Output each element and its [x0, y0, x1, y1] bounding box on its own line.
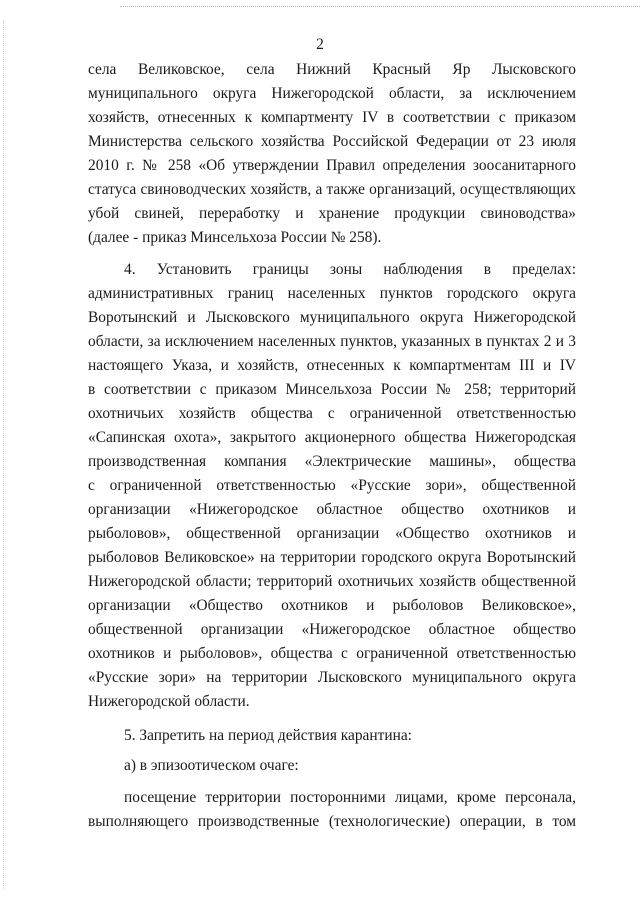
- text-line: выполняющего производственные (технологические) операции, в том: [88, 813, 576, 830]
- page-number: 2: [316, 36, 324, 53]
- text-line: общественной организации «Нижегородское областное общество: [88, 621, 576, 638]
- text-line: рыболовов», общественной организации «Общество охотников и: [88, 525, 576, 542]
- text-line: организации «Общество охотников и рыболовов Великовское»,: [88, 597, 576, 614]
- text-line: рыболовов Великовское» на территории городского округа Воротынский: [88, 549, 576, 566]
- text-line: Воротынский и Лысковского муниципального округа Нижегородской: [88, 309, 576, 326]
- text-line: «Русские зори» на территории Лысковского муниципального округа: [88, 669, 576, 686]
- text-line: 2010 г. № 258 «Об утверждении Правил определения зоосанитарного: [88, 157, 576, 174]
- text-line: Нижегородской области; территорий охотничьих хозяйств общественной: [88, 573, 576, 590]
- paragraph-4-first-line: 4. Установить границы зоны наблюдения в пределах:: [124, 261, 576, 278]
- top-edge-rule: [120, 6, 640, 7]
- subparagraph-a-first-line: посещение территории посторонними лицами, кроме персонала,: [124, 789, 576, 806]
- text-line: муниципального округа Нижегородской области, за исключением: [88, 85, 576, 102]
- text-line: в соответствии с приказом Минсельхоза России № 258; территорий: [88, 381, 576, 398]
- text-line: организации «Нижегородское областное общество охотников и: [88, 501, 576, 518]
- left-edge-dots: [3, 20, 4, 890]
- text-line: охотников и рыболовов», общества с ограниченной ответственностью: [88, 645, 576, 662]
- text-line: (далее - приказ Минсельхоза России № 258).: [88, 229, 382, 246]
- text-line: настоящего Указа, и хозяйств, отнесенных к компартментам III и IV: [88, 357, 576, 374]
- text-line: хозяйств, отнесенных к компартменту IV в соответствии с приказом: [88, 109, 576, 126]
- text-line: Министерства сельского хозяйства Российской Федерации от 23 июля: [88, 133, 576, 150]
- text-line: производственная компания «Электрические машины», общества: [88, 453, 576, 470]
- text-line: с ограниченной ответственностью «Русские зори», общественной: [88, 477, 576, 494]
- text-line: Нижегородской области.: [88, 693, 250, 710]
- text-line: убой свиней, переработку и хранение продукции свиноводства»: [88, 205, 576, 222]
- text-line: административных границ населенных пунктов городского округа: [88, 285, 576, 302]
- text-line: области, за исключением населенных пунктов, указанных в пунктах 2 и 3: [88, 333, 576, 350]
- text-line: охотничьих хозяйств общества с ограниченной ответственностью: [88, 405, 576, 422]
- text-line: села Великовское, села Нижний Красный Яр Лысковского: [88, 61, 576, 78]
- paragraph-5-heading: 5. Запретить на период действия карантина:: [124, 727, 412, 744]
- subparagraph-a-heading: а) в эпизоотическом очаге:: [124, 757, 299, 774]
- text-line: «Сапинская охота», закрытого акционерного общества Нижегородская: [88, 429, 576, 446]
- text-line: статуса свиноводческих хозяйств, а также организаций, осуществляющих: [88, 181, 576, 198]
